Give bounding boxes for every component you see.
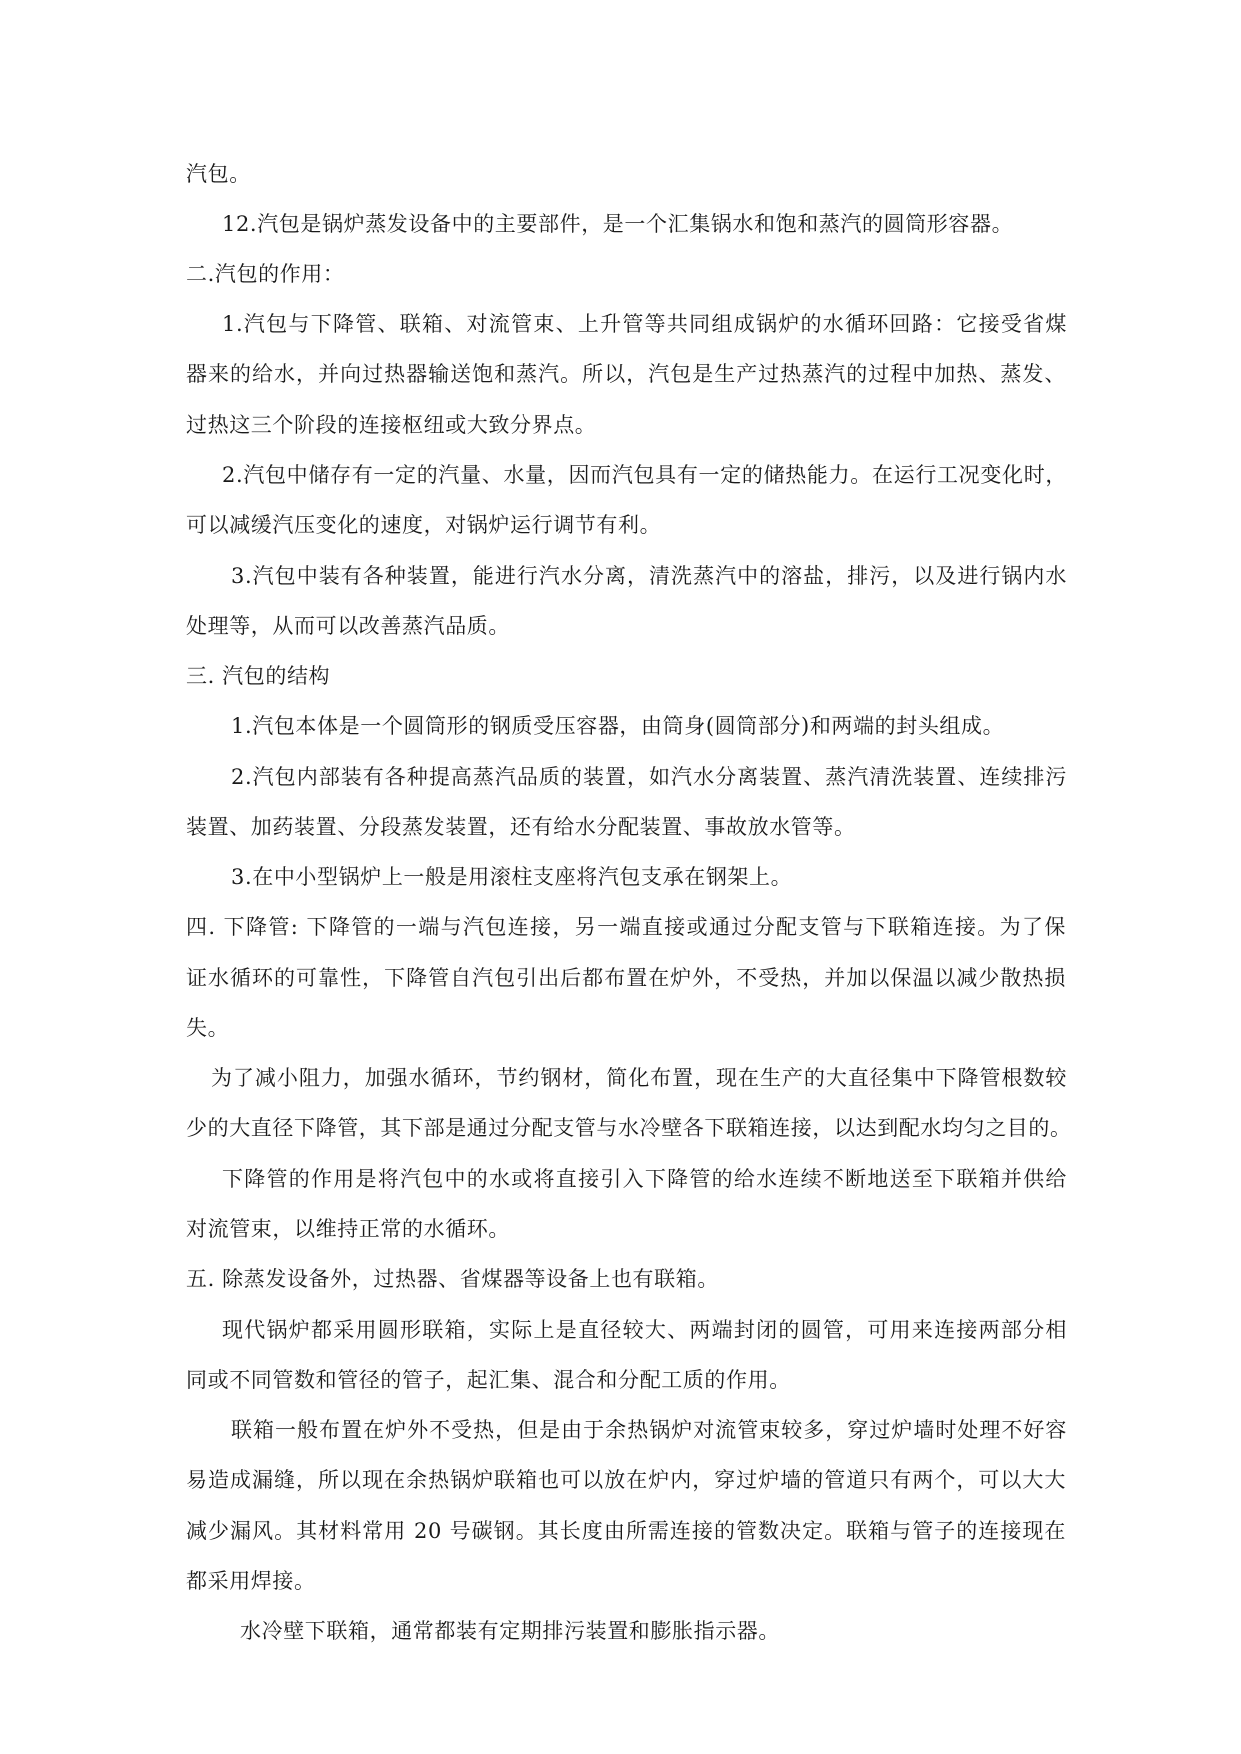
text-line: 水冷壁下联箱，通常都装有定期排污装置和膨胀指示器。 — [240, 1619, 780, 1643]
text-line: 处理等，从而可以改善蒸汽品质。 — [186, 614, 510, 638]
text-line: 汽包。 — [186, 162, 251, 186]
text-line: 2.汽包内部装有各种提高蒸汽品质的装置，如汽水分离装置、蒸汽清洗装置、连续排污 — [231, 765, 1067, 789]
text-line: 12.汽包是锅炉蒸发设备中的主要部件，是一个汇集锅水和饱和蒸汽的圆筒形容器。 — [222, 212, 1014, 236]
text-line: 2.汽包中储存有一定的汽量、水量，因而汽包具有一定的储热能力。在运行工况变化时， — [222, 463, 1067, 487]
section-heading: 三. 汽包的结构 — [186, 664, 331, 688]
text-line: 联箱一般布置在炉外不受热，但是由于余热锅炉对流管束较多，穿过炉墙时处理不好容 — [231, 1418, 1067, 1442]
text-line: 下降管的作用是将汽包中的水或将直接引入下降管的给水连续不断地送至下联箱并供给 — [222, 1167, 1067, 1191]
text-line: 易造成漏缝，所以现在余热锅炉联箱也可以放在炉内，穿过炉墙的管道只有两个，可以大大 — [186, 1468, 1066, 1492]
text-line: 对流管束，以维持正常的水循环。 — [186, 1217, 510, 1241]
text-line: 都采用焊接。 — [186, 1569, 316, 1593]
text-line: 失。 — [186, 1016, 230, 1040]
section-heading: 四. 下降管: 下降管的一端与汽包连接，另一端直接或通过分配支管与下联箱连接。为了保 — [186, 915, 1066, 939]
section-heading: 五. 除蒸发设备外，过热器、省煤器等设备上也有联箱。 — [186, 1267, 719, 1291]
text-line: 减少漏风。其材料常用 20 号碳钢。其长度由所需连接的管数决定。联箱与管子的连接现在 — [186, 1519, 1066, 1543]
text-line: 3.汽包中装有各种装置，能进行汽水分离，清洗蒸汽中的溶盐，排污，以及进行锅内水 — [231, 564, 1067, 588]
text-line: 1.汽包与下降管、联箱、对流管束、上升管等共同组成锅炉的水循环回路：它接受省煤 — [222, 312, 1067, 336]
text-line: 为了减小阻力，加强水循环，节约钢材，简化布置，现在生产的大直径集中下降管根数较 — [211, 1066, 1067, 1090]
text-line: 现代锅炉都采用圆形联箱，实际上是直径较大、两端封闭的圆管，可用来连接两部分相 — [222, 1318, 1067, 1342]
section-heading: 二.汽包的作用： — [186, 262, 345, 286]
text-line: 装置、加药装置、分段蒸发装置，还有给水分配装置、事故放水管等。 — [186, 815, 856, 839]
text-line: 1.汽包本体是一个圆筒形的钢质受压容器，由筒身(圆筒部分)和两端的封头组成。 — [231, 714, 1005, 738]
text-line: 同或不同管数和管径的管子，起汇集、混合和分配工质的作用。 — [186, 1368, 791, 1392]
text-line: 少的大直径下降管，其下部是通过分配支管与水冷壁各下联箱连接，以达到配水均匀之目的。 — [186, 1116, 1072, 1140]
text-line: 可以减缓汽压变化的速度，对锅炉运行调节有利。 — [186, 513, 662, 537]
text-line: 过热这三个阶段的连接枢纽或大致分界点。 — [186, 413, 597, 437]
text-line: 器来的给水，并向过热器输送饱和蒸汽。所以，汽包是生产过热蒸汽的过程中加热、蒸发、 — [186, 362, 1066, 386]
text-line: 3.在中小型锅炉上一般是用滚柱支座将汽包支承在钢架上。 — [231, 865, 793, 889]
text-line: 证水循环的可靠性，下降管自汽包引出后都布置在炉外，不受热，并加以保温以减少散热损 — [186, 966, 1066, 990]
